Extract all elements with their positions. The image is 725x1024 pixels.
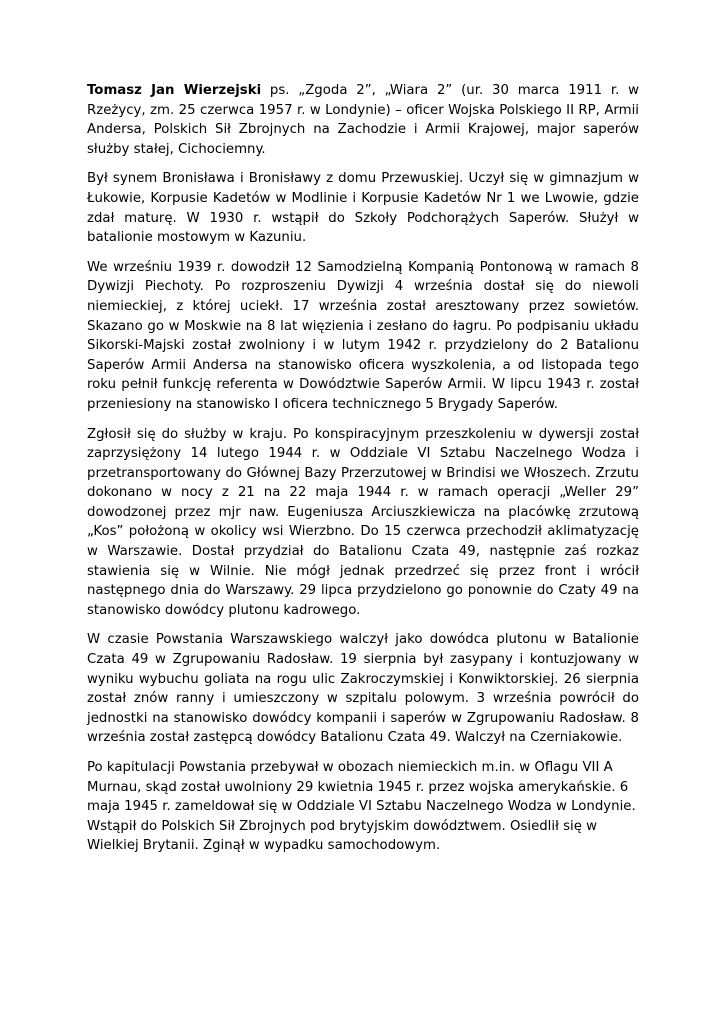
paragraph-1939: We wrześniu 1939 r. dowodził 12 Samodzielną Kompanią Pontonową w ramach 8 Dywizji Piechoty. Po rozproszeniu Dywizji 4 września dostał się do niewoli niemieckiej, z której uciekł. 17 września został aresztowany przez sowietów. Skazano go w Moskwie na 8 lat więzienia i zesłano do łagru. Po podpisaniu układu Sikorski-Majski został zwolniony i w lutym 1942 r. przydzielony do 2 Batalionu Saperów Armii Andersa na stanowisko oficera wyszkolenia, a od listopada tego roku pełnił funkcję referenta w Dowództwie Saperów Armii. W lipcu 1943 r. został przeniesiony na stanowisko I oficera technicznego 5 Brygady Saperów. bbox=[87, 259, 639, 412]
document-body bbox=[87, 81, 639, 866]
intro-text: ps. „Zgoda 2”, „Wiara 2” (ur. 30 marca 1911 r. w Rzeżycy, zm. 25 czerwca 1957 r. w Londynie) – oficer Wojska Polskiego II RP, Armii Andersa, Polskich Sił Zbrojnych na Zachodzie i Armii Krajowej, major saperów służby stałej, Cichociemny. bbox=[87, 83, 639, 157]
paragraph-cichociemny: Zgłosił się do służby w kraju. Po konspiracyjnym przeszkoleniu w dywersji został zaprzysiężony 14 lutego 1944 r. w Oddziale VI Sztabu Naczelnego Wodza i przetransportowany do Głównej Bazy Przerzutowej w Brindisi we Włoszech. Zrzutu dokonano w nocy z 21 na 22 maja 1944 r. w ramach operacji „Weller 29” dowodzonej przez mjr naw. Eugeniusza Arciuszkiewicza na placówkę zrzutową „Kos” położoną w okolicy wsi Wierzbno. Do 15 czerwca przechodził aklimatyzację w Warszawie. Dostał przydział do Batalionu Czata 49, następnie zaś rozkaz stawienia się w Wilnie. Nie mógł jednak przedrzeć się przez front i wrócił następnego dnia do Warszawy. 29 lipca przydzielono go ponownie do Czaty 49 na stanowisko dowódcy plutonu kadrowego. bbox=[87, 426, 639, 618]
paragraph-early-life: Był synem Bronisława i Bronisławy z domu Przewuskiej. Uczył się w gimnazjum w Łukowie, Korpusie Kadetów w Modlinie i Korpusie Kadetów Nr 1 we Lwowie, gdzie zdał maturę. W 1930 r. wstąpił do Szkoły Podchorążych Saperów. Służył w batalionie mostowym w Kazuniu. bbox=[87, 171, 639, 246]
subject-name: Tomasz Jan Wierzejski bbox=[87, 83, 262, 98]
paragraph-intro bbox=[87, 81, 639, 159]
paragraph-uprising: W czasie Powstania Warszawskiego walczył jako dowódca plutonu w Batalionie Czata 49 w Zgrupowaniu Radosław. 19 sierpnia był zasypany i kontuzjowany w wyniku wybuchu goliata na rogu ulic Zakroczymskiej i Konwiktorskiej. 26 sierpnia został znów ranny i umieszczony w szpitalu polowym. 3 września powrócił do jednostki na stanowisko dowódcy kompanii i saperów w Zgrupowaniu Radosław. 8 września został zastępcą dowódcy Batalionu Czata 49. Walczył na Czerniakowie. bbox=[87, 632, 639, 746]
paragraph-postwar: Po kapitulacji Powstania przebywał w obozach niemieckich m.in. w Oflagu VII A Murnau, skąd został uwolniony 29 kwietnia 1945 r. przez wojska amerykańskie. 6 maja 1945 r. zameldował się w Oddziale VI Sztabu Naczelnego Wodza w Londynie. Wstąpił do Polskich Sił Zbrojnych pod brytyjskim dowództwem. Osiedlił się w Wielkiej Brytanii. Zginął w wypadku samochodowym. bbox=[87, 760, 636, 854]
